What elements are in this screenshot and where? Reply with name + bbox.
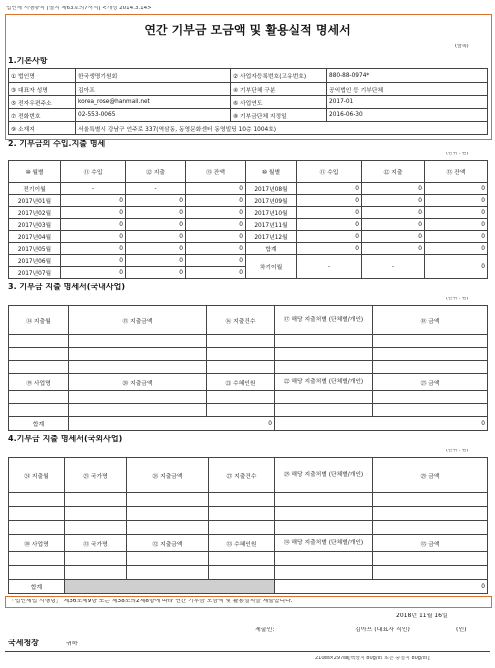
domestic-total-row — [9, 417, 488, 431]
col-amount: ㉟ 금액 — [373, 535, 488, 552]
expense-cell: - — [126, 183, 186, 195]
expense-cell: 0 — [126, 219, 186, 231]
total-label: 합계 — [9, 417, 69, 431]
income-cell: - — [61, 183, 126, 195]
expense-cell: 0 — [362, 207, 425, 219]
col-recipient: ⑰ 해당 지출처별 (단체별/개인) — [275, 306, 373, 335]
income-cell: 0 — [297, 183, 362, 195]
page-title: 연간 기부금 모금액 및 활용실적 명세서 — [144, 24, 351, 36]
corp-name-value: 한국생명기원회 — [76, 69, 231, 83]
month-cell: 2017년11월 — [246, 219, 297, 231]
page-side-note: (앞쪽) — [455, 44, 469, 49]
expense-cell: 0 — [362, 183, 425, 195]
expense-cell: 0 — [126, 255, 186, 267]
income-cell: 0 — [297, 219, 362, 231]
col-expense-month: ㉔ 지출월 — [9, 458, 65, 493]
donor-type-label: ④ 기부단체 구분 — [231, 83, 327, 96]
basic-info-row — [9, 109, 488, 122]
carry-forward-label: 차기이월 — [246, 255, 297, 279]
footer-divider — [5, 651, 490, 652]
month-cell: 전기이월 — [9, 183, 61, 195]
col-balance: ⑬ 잔액 — [186, 161, 246, 183]
balance-cell: 0 — [425, 219, 488, 231]
month-cell: 2017년02월 — [9, 207, 61, 219]
income-total-cell: 0 — [297, 243, 362, 255]
month-cell: 2017년12월 — [246, 231, 297, 243]
col-expense-amount: ㉜ 지출금액 — [127, 535, 209, 552]
designation-date-label: ⑧ 기부금단체 지정일 — [231, 109, 327, 122]
table-row — [9, 243, 488, 255]
col-beneficiaries: ㉝ 수혜인원 — [209, 535, 275, 552]
overseas-total-row — [9, 580, 488, 594]
month-cell: 2017년09월 — [246, 195, 297, 207]
income-cell: 0 — [297, 195, 362, 207]
phone-value: 02-553-0065 — [76, 109, 231, 122]
basic-info-row — [9, 83, 488, 96]
income-cell: 0 — [61, 243, 126, 255]
income-cell: 0 — [61, 195, 126, 207]
biz-reg-value: 880-88-0974* — [327, 69, 488, 83]
address-label: ⑨ 소재지 — [9, 122, 76, 135]
balance-cell: 0 — [186, 219, 246, 231]
submitter-name: 김아프 (대표자 직인) — [355, 627, 410, 633]
section-4-unit: (단위 : 원) — [446, 449, 469, 453]
col-amount: ⑱ 금액 — [373, 306, 488, 335]
col-amount: ㉙ 금액 — [373, 458, 488, 493]
domestic-total-sum: 0 — [275, 417, 488, 431]
month-cell: 2017년05월 — [9, 243, 61, 255]
section-3-heading: 3. 기부금 지출 명세서(국내사업) — [8, 283, 126, 291]
income-cell: 0 — [297, 207, 362, 219]
col-country: ㉛ 국가명 — [65, 535, 127, 552]
expense-cell: 0 — [126, 207, 186, 219]
balance-cell: 0 — [186, 243, 246, 255]
section-2-heading: 2. 기부금의 수입.지출 명세 — [8, 140, 106, 148]
balance-cell: 0 — [186, 183, 246, 195]
col-recipient: ㉘ 해당 지출처별 (단체별/개인) — [275, 458, 373, 493]
col-recipient: ㉒ 해당 지출처별 (단체별/개인) — [275, 374, 373, 391]
balance-cell: 0 — [186, 255, 246, 267]
income-cell: 0 — [297, 231, 362, 243]
col-expense-count: ㉗ 지출건수 — [209, 458, 275, 493]
month-cell: 2017년03월 — [9, 219, 61, 231]
fiscal-year-label: ⑥ 사업연도 — [231, 96, 327, 109]
expense-total-cell: 0 — [362, 243, 425, 255]
domestic-header-row-2 — [9, 374, 488, 391]
col-expense-amount: ㉖ 지출금액 — [127, 458, 209, 493]
domestic-total-amount: 0 — [69, 417, 275, 431]
rep-name-value: 김아프 — [76, 83, 231, 96]
domestic-header-row-1 — [9, 306, 488, 335]
submitter-label: 제출인: — [255, 627, 275, 633]
overseas-total-shaded — [65, 580, 275, 594]
balance-cell: 0 — [425, 231, 488, 243]
balance-total-cell: 0 — [425, 243, 488, 255]
table-row — [9, 348, 488, 361]
overseas-header-row-2 — [9, 535, 488, 552]
table-row — [9, 207, 488, 219]
balance-cell: 0 — [186, 207, 246, 219]
col-beneficiaries: ㉑ 수혜인원 — [207, 374, 275, 391]
col-income: ⑪ 수입 — [61, 161, 126, 183]
carry-forward-income: - — [297, 255, 362, 279]
month-cell: 2017년10월 — [246, 207, 297, 219]
donor-type-value: 공익법인 등 기부단체 — [327, 83, 488, 96]
col-month: ⑩ 월별 — [9, 161, 61, 183]
designation-date-value: 2016-06-30 — [327, 109, 488, 122]
col-expense-count: ⑯ 지출건수 — [207, 306, 275, 335]
month-cell: 2017년07월 — [9, 267, 61, 279]
section-4-heading: 4.기부금 지출 명세서(국외사업) — [8, 435, 123, 443]
biz-reg-label: ② 사업자등록번호(고유번호) — [231, 69, 327, 83]
basic-info-row — [9, 122, 488, 135]
col-amount: ㉓ 금액 — [373, 374, 488, 391]
expense-cell: 0 — [362, 231, 425, 243]
table-row — [9, 404, 488, 417]
col-expense-month: ⑭ 지출월 — [9, 306, 69, 335]
month-cell: 2017년04월 — [9, 231, 61, 243]
carry-forward-expense: - — [362, 255, 425, 279]
total-label: 합계 — [9, 580, 65, 594]
income-cell: 0 — [61, 207, 126, 219]
table-row — [9, 521, 488, 535]
month-cell: 2017년08월 — [246, 183, 297, 195]
col-project-name: ㉚ 사업명 — [9, 535, 65, 552]
balance-cell: 0 — [186, 195, 246, 207]
table-row — [9, 566, 488, 580]
address-value: 서울특별시 강남구 언주로 337(역삼동, 동영문화센터 동영빌딩 10층 1004호) — [76, 122, 488, 135]
expense-cell: 0 — [126, 231, 186, 243]
expense-cell: 0 — [126, 243, 186, 255]
table-row — [9, 183, 488, 195]
expense-cell: 0 — [362, 195, 425, 207]
expense-cell: 0 — [362, 219, 425, 231]
recipient-name: 국세청장 — [8, 639, 39, 647]
fiscal-year-value: 2017-01 — [327, 96, 488, 109]
expense-cell: 0 — [126, 267, 186, 279]
corp-name-label: ① 법인명 — [9, 69, 76, 83]
table-row — [9, 552, 488, 566]
col-recipient: ㉞ 해당 지출처별 (단체별/개인) — [275, 535, 373, 552]
income-expense-table — [8, 160, 488, 279]
col-project-name: ⑲ 사업명 — [9, 374, 69, 391]
section-2-unit: (단위 : 원) — [446, 152, 469, 156]
overseas-expense-table — [8, 457, 488, 594]
submission-date: 2018년 11월 16일 — [396, 613, 448, 619]
col-expense: ⑫ 지출 — [362, 161, 425, 183]
table-row — [9, 361, 488, 374]
col-month: ⑩ 월별 — [246, 161, 297, 183]
basic-info-table — [8, 68, 488, 135]
balance-cell: 0 — [186, 267, 246, 279]
email-value: korea_rose@hanmail.net — [76, 96, 231, 109]
basic-info-row — [9, 69, 488, 83]
table-row — [9, 335, 488, 348]
table-row — [9, 507, 488, 521]
seal-mark: (인) — [456, 627, 467, 633]
income-cell: 0 — [61, 231, 126, 243]
form-header-note: 법인세 시행규칙 [별지 제63호의7서식] <개정 2014.3.14> — [6, 6, 152, 11]
carry-forward-balance: 0 — [425, 255, 488, 279]
col-country: ㉕ 국가명 — [65, 458, 127, 493]
expense-cell: 0 — [126, 195, 186, 207]
col-expense: ⑫ 지출 — [126, 161, 186, 183]
paper-spec: 210㎜×297㎜[백상지 80g/㎡ 또는 중질지 80g/㎡] — [315, 656, 430, 661]
table-row — [9, 195, 488, 207]
income-cell: 0 — [61, 267, 126, 279]
month-cell: 2017년01월 — [9, 195, 61, 207]
table-row — [9, 219, 488, 231]
rep-name-label: ③ 대표자 성명 — [9, 83, 76, 96]
col-expense-amount: ⑮ 지출금액 — [69, 306, 207, 335]
balance-cell: 0 — [186, 231, 246, 243]
income-cell: 0 — [61, 219, 126, 231]
balance-cell: 0 — [425, 207, 488, 219]
overseas-total-sum: 0 — [275, 580, 488, 594]
domestic-expense-table — [8, 305, 488, 431]
basic-info-row — [9, 96, 488, 109]
section-1-heading: 1.기본사항 — [8, 57, 48, 65]
submission-statement: 「법인세법 시행령」 제36조제9항 또는 제38조의2제8항에 따라 연간 기부금 모금액 및 활용실적을 제출합니다. — [9, 599, 293, 604]
phone-label: ⑦ 전화번호 — [9, 109, 76, 122]
income-cell: 0 — [61, 255, 126, 267]
month-cell: 2017년06월 — [9, 255, 61, 267]
email-label: ⑤ 전자우편주소 — [9, 96, 76, 109]
total-label-cell: 합계 — [246, 243, 297, 255]
section-3-unit: (단위 : 원) — [446, 297, 469, 301]
balance-cell: 0 — [425, 195, 488, 207]
balance-cell: 0 — [425, 183, 488, 195]
table-row — [9, 391, 488, 404]
income-expense-header-row — [9, 161, 488, 183]
col-expense-amount: ⑳ 지출금액 — [69, 374, 207, 391]
col-income: ⑪ 수입 — [297, 161, 362, 183]
overseas-header-row-1 — [9, 458, 488, 493]
table-row — [9, 231, 488, 243]
table-row — [9, 493, 488, 507]
col-balance: ⑬ 잔액 — [425, 161, 488, 183]
recipient-suffix: 귀하 — [66, 641, 78, 647]
table-row — [9, 255, 488, 267]
